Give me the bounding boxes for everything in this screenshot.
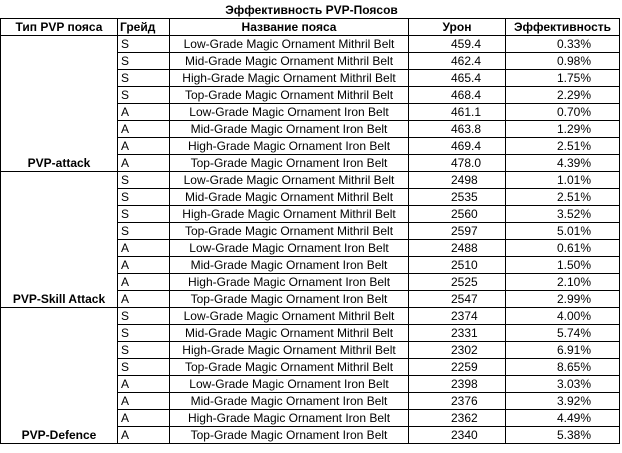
grade-cell: A (118, 291, 170, 308)
header-type: Тип PVP пояса (1, 19, 118, 36)
damage-cell: 465.4 (409, 70, 506, 87)
damage-cell: 463.8 (409, 121, 506, 138)
damage-cell: 468.4 (409, 87, 506, 104)
belt-name-cell: Mid-Grade Magic Ornament Mithril Belt (170, 325, 409, 342)
damage-cell: 2362 (409, 410, 506, 427)
grade-cell: S (118, 172, 170, 189)
grade-cell: A (118, 155, 170, 172)
efficiency-cell: 6.91% (506, 342, 620, 359)
damage-cell: 2560 (409, 206, 506, 223)
belt-name-cell: Top-Grade Magic Ornament Iron Belt (170, 291, 409, 308)
belt-name-cell: Top-Grade Magic Ornament Mithril Belt (170, 223, 409, 240)
efficiency-cell: 0.61% (506, 240, 620, 257)
efficiency-cell: 3.03% (506, 376, 620, 393)
damage-cell: 2376 (409, 393, 506, 410)
efficiency-cell: 2.99% (506, 291, 620, 308)
efficiency-cell: 4.00% (506, 308, 620, 325)
damage-cell: 459.4 (409, 36, 506, 53)
belt-type-cell: PVP-attack (1, 36, 118, 172)
belt-name-cell: Top-Grade Magic Ornament Iron Belt (170, 427, 409, 444)
belt-type-cell: PVP-Skill Attack (1, 172, 118, 308)
belt-name-cell: High-Grade Magic Ornament Mithril Belt (170, 70, 409, 87)
efficiency-cell: 8.65% (506, 359, 620, 376)
damage-cell: 2374 (409, 308, 506, 325)
efficiency-cell: 4.39% (506, 155, 620, 172)
header-grade: Грейд (118, 19, 170, 36)
grade-cell: A (118, 104, 170, 121)
belt-name-cell: Low-Grade Magic Ornament Mithril Belt (170, 308, 409, 325)
table-row (1, 172, 620, 189)
belt-name-cell: High-Grade Magic Ornament Mithril Belt (170, 206, 409, 223)
damage-cell: 2302 (409, 342, 506, 359)
grade-cell: A (118, 427, 170, 444)
belt-name-cell: Low-Grade Magic Ornament Mithril Belt (170, 36, 409, 53)
damage-cell: 2547 (409, 291, 506, 308)
grade-cell: S (118, 308, 170, 325)
belt-name-cell: Low-Grade Magic Ornament Iron Belt (170, 376, 409, 393)
belt-name-cell: High-Grade Magic Ornament Mithril Belt (170, 342, 409, 359)
grade-cell: A (118, 138, 170, 155)
efficiency-cell: 0.98% (506, 53, 620, 70)
damage-cell: 478.0 (409, 155, 506, 172)
grade-cell: A (118, 240, 170, 257)
grade-cell: S (118, 325, 170, 342)
efficiency-cell: 0.33% (506, 36, 620, 53)
header-damage: Урон (409, 19, 506, 36)
efficiency-cell: 5.74% (506, 325, 620, 342)
header-row (1, 19, 620, 36)
efficiency-cell: 1.29% (506, 121, 620, 138)
belt-name-cell: Top-Grade Magic Ornament Mithril Belt (170, 87, 409, 104)
damage-cell: 461.1 (409, 104, 506, 121)
belt-name-cell: Mid-Grade Magic Ornament Iron Belt (170, 257, 409, 274)
grade-cell: S (118, 359, 170, 376)
grade-cell: S (118, 223, 170, 240)
damage-cell: 2525 (409, 274, 506, 291)
grade-cell: S (118, 87, 170, 104)
damage-cell: 469.4 (409, 138, 506, 155)
efficiency-cell: 1.50% (506, 257, 620, 274)
damage-cell: 2498 (409, 172, 506, 189)
damage-cell: 2398 (409, 376, 506, 393)
title-row (1, 2, 620, 19)
header-efficiency: Эффективность (506, 19, 620, 36)
table-row (1, 308, 620, 325)
efficiency-cell: 1.01% (506, 172, 620, 189)
table-title: Эффективность PVP-Поясов (225, 3, 398, 17)
efficiency-cell: 2.51% (506, 189, 620, 206)
efficiency-cell: 2.29% (506, 87, 620, 104)
belt-name-cell: Top-Grade Magic Ornament Mithril Belt (170, 359, 409, 376)
damage-cell: 2510 (409, 257, 506, 274)
belt-efficiency-table (0, 2, 620, 444)
damage-cell: 2331 (409, 325, 506, 342)
efficiency-cell: 5.38% (506, 427, 620, 444)
grade-cell: S (118, 206, 170, 223)
belt-name-cell: High-Grade Magic Ornament Iron Belt (170, 274, 409, 291)
grade-cell: A (118, 393, 170, 410)
title-blank-cell (506, 2, 620, 19)
grade-cell: A (118, 376, 170, 393)
belt-name-cell: Low-Grade Magic Ornament Iron Belt (170, 240, 409, 257)
belt-name-cell: Low-Grade Magic Ornament Mithril Belt (170, 172, 409, 189)
grade-cell: S (118, 70, 170, 87)
damage-cell: 2259 (409, 359, 506, 376)
grade-cell: S (118, 342, 170, 359)
belt-name-cell: Mid-Grade Magic Ornament Iron Belt (170, 121, 409, 138)
damage-cell: 2488 (409, 240, 506, 257)
efficiency-cell: 2.51% (506, 138, 620, 155)
belt-name-cell: Low-Grade Magic Ornament Iron Belt (170, 104, 409, 121)
grade-cell: S (118, 189, 170, 206)
belt-name-cell: Mid-Grade Magic Ornament Mithril Belt (170, 189, 409, 206)
grade-cell: A (118, 121, 170, 138)
title-blank-cell (1, 2, 118, 19)
efficiency-cell: 1.75% (506, 70, 620, 87)
damage-cell: 2340 (409, 427, 506, 444)
belt-name-cell: Top-Grade Magic Ornament Iron Belt (170, 155, 409, 172)
efficiency-cell: 0.70% (506, 104, 620, 121)
belt-name-cell: High-Grade Magic Ornament Iron Belt (170, 138, 409, 155)
belt-name-cell: Mid-Grade Magic Ornament Iron Belt (170, 393, 409, 410)
belt-type-cell: PVP-Defence (1, 308, 118, 444)
efficiency-cell: 5.01% (506, 223, 620, 240)
belt-name-cell: Mid-Grade Magic Ornament Mithril Belt (170, 53, 409, 70)
damage-cell: 2535 (409, 189, 506, 206)
grade-cell: A (118, 410, 170, 427)
belt-name-cell: High-Grade Magic Ornament Iron Belt (170, 410, 409, 427)
damage-cell: 462.4 (409, 53, 506, 70)
grade-cell: S (118, 36, 170, 53)
header-name: Название пояса (170, 19, 409, 36)
grade-cell: A (118, 274, 170, 291)
efficiency-cell: 2.10% (506, 274, 620, 291)
efficiency-cell: 4.49% (506, 410, 620, 427)
grade-cell: S (118, 53, 170, 70)
efficiency-cell: 3.52% (506, 206, 620, 223)
efficiency-cell: 3.92% (506, 393, 620, 410)
damage-cell: 2597 (409, 223, 506, 240)
table-row (1, 36, 620, 53)
grade-cell: A (118, 257, 170, 274)
